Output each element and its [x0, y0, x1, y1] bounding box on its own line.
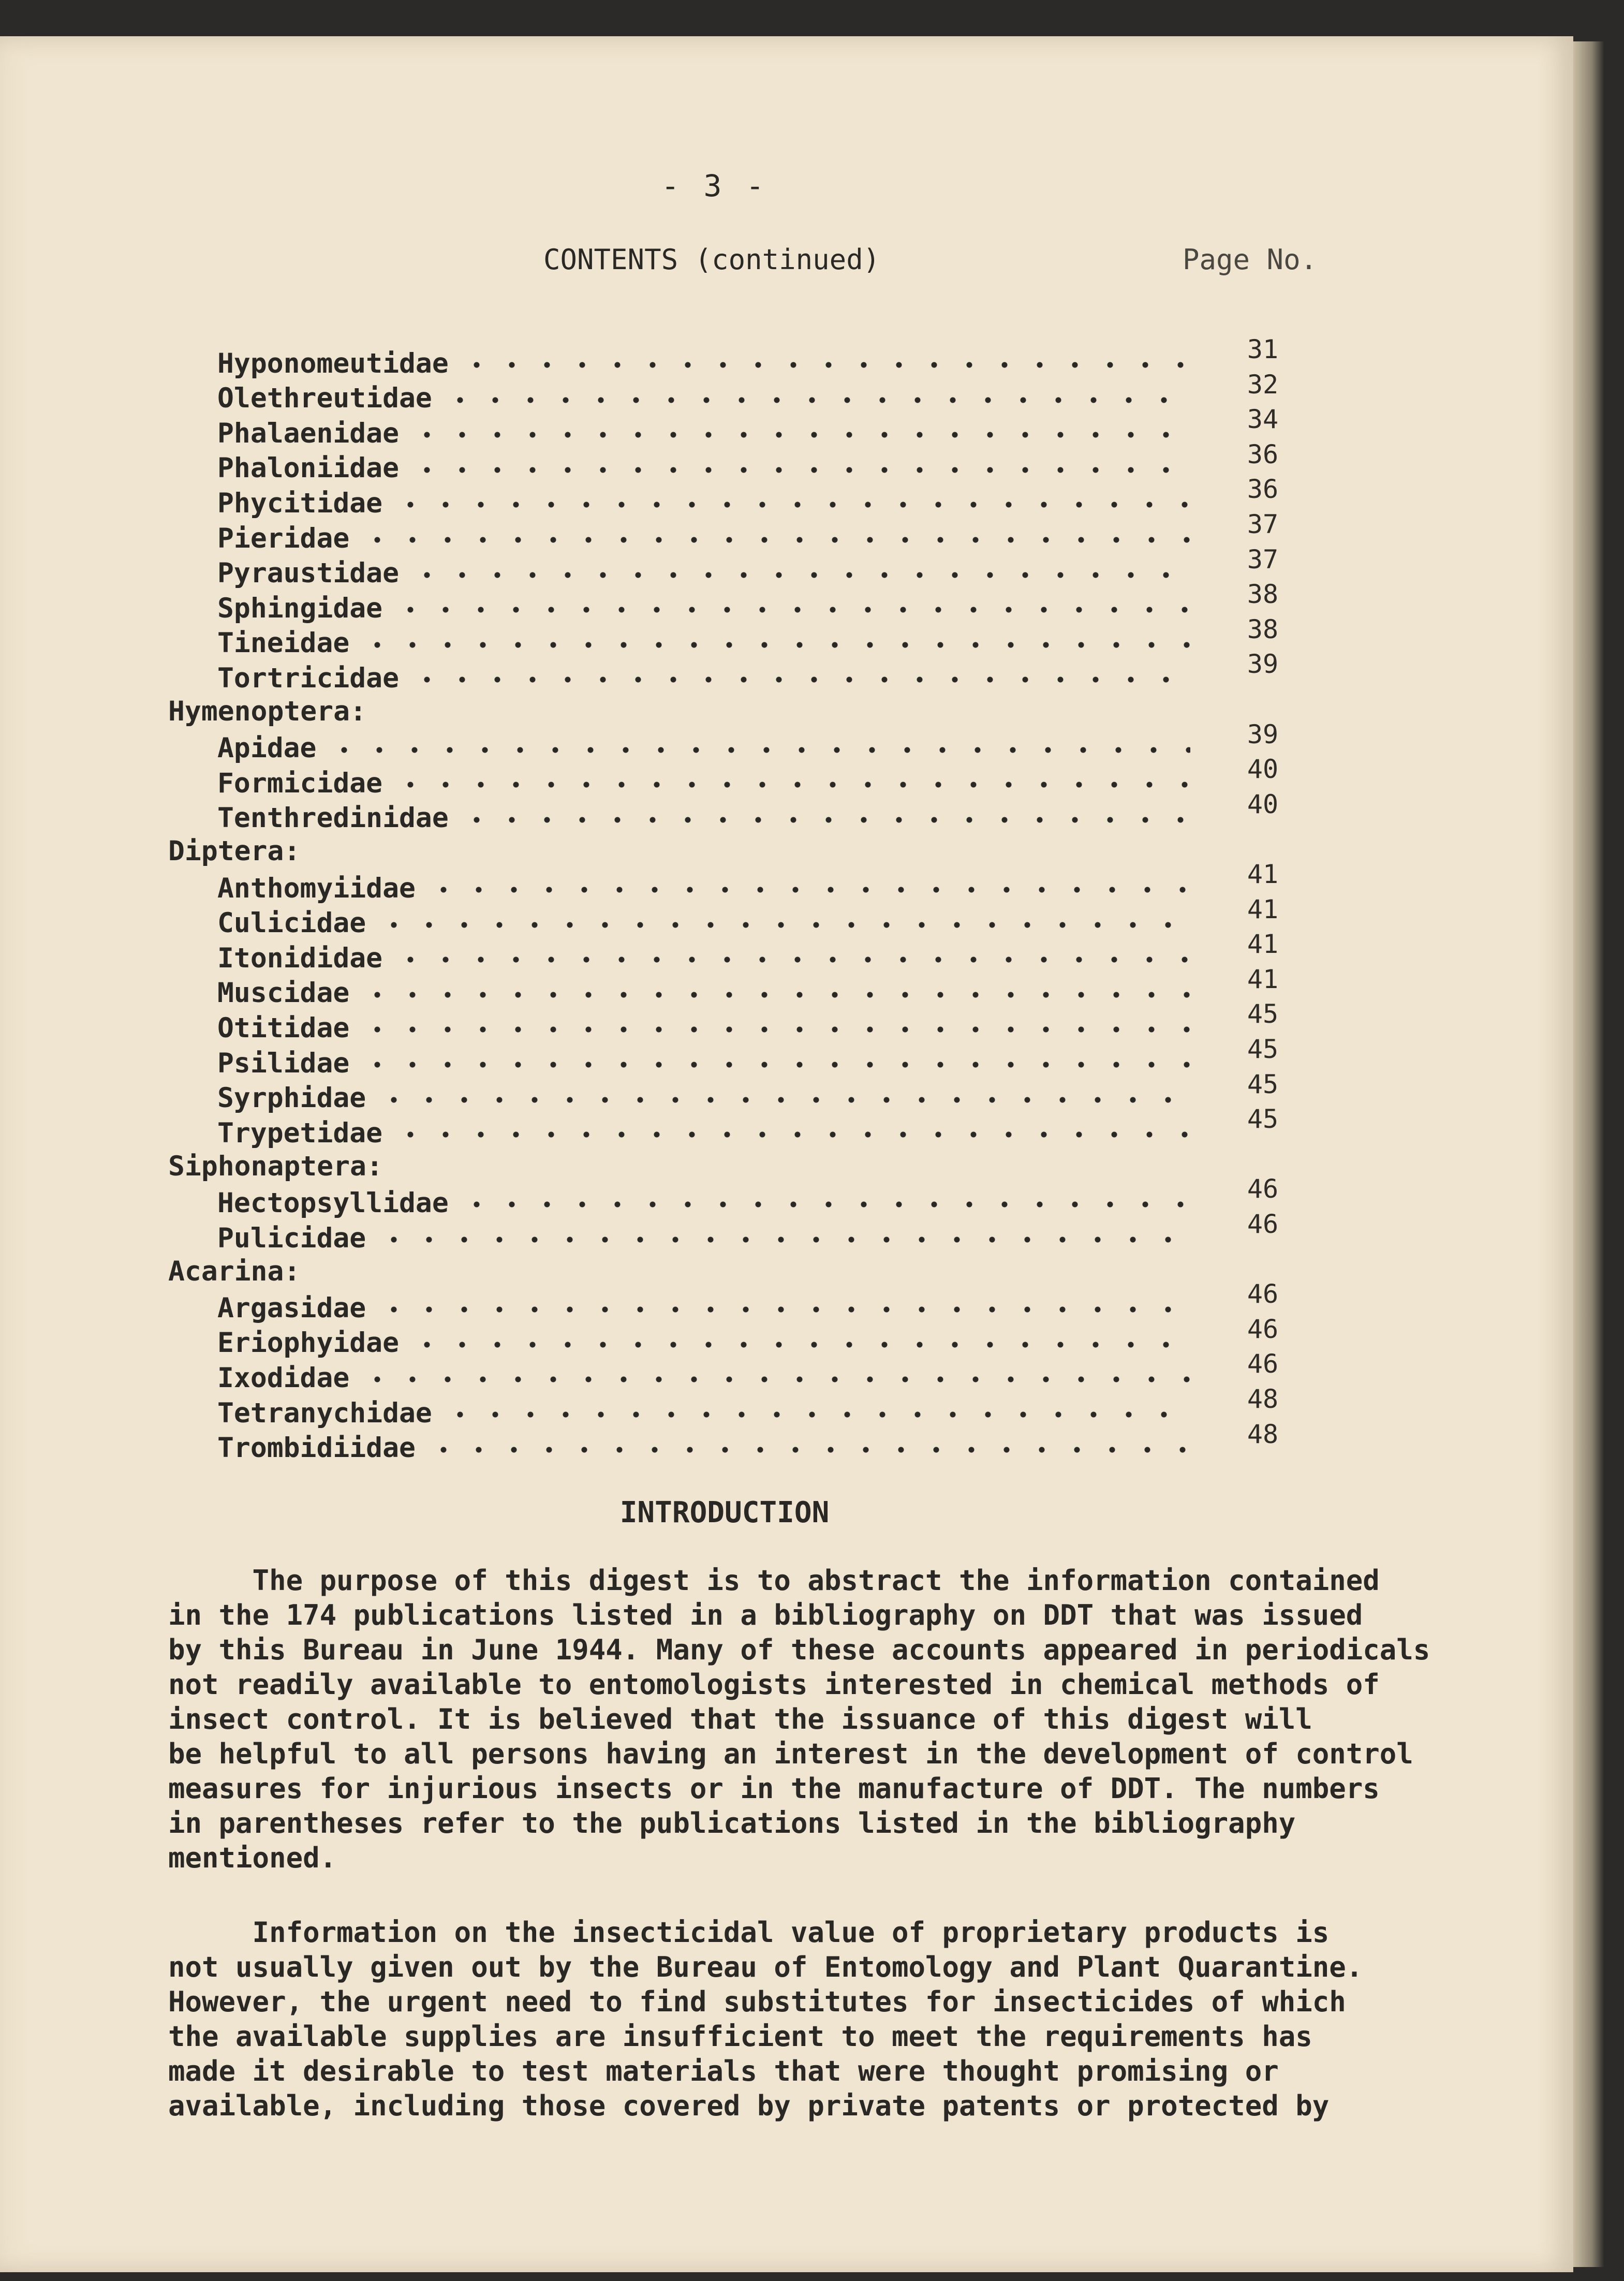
toc-entry	[217, 1081, 1190, 1116]
toc-entry	[217, 1115, 1190, 1151]
toc-dot-leader	[459, 1201, 1190, 1208]
toc-entry	[217, 1010, 1190, 1046]
toc-entry	[217, 521, 1190, 556]
toc-dot-leader	[360, 641, 1190, 649]
toc-dot-leader	[426, 886, 1190, 893]
toc-entry-name: Tineidae	[217, 627, 350, 659]
toc-page-number: 41	[1247, 859, 1279, 889]
toc-dot-leader	[360, 536, 1190, 543]
toc-entry-name: Ixodidae	[217, 1362, 350, 1394]
toc-entry	[217, 1431, 1190, 1466]
toc-page-number: 48	[1247, 1419, 1279, 1449]
toc-page-number: 46	[1247, 1209, 1279, 1239]
toc-dot-leader	[376, 921, 1190, 929]
toc-entry-name: Psilidae	[217, 1047, 350, 1079]
toc-entry-name: Phaloniidae	[217, 452, 399, 484]
toc-entry-name: Pyraustidae	[217, 557, 399, 590]
toc-entry	[217, 451, 1190, 486]
toc-category: Hymenoptera:	[168, 696, 366, 727]
toc-dot-leader	[393, 501, 1190, 508]
toc-entry	[217, 416, 1190, 451]
toc-page-number: 34	[1247, 404, 1279, 435]
toc-dot-leader	[459, 816, 1190, 823]
toc-dot-leader	[409, 571, 1190, 579]
toc-dot-leader	[393, 956, 1190, 963]
toc-entry-name: Argasidae	[217, 1292, 366, 1324]
toc-entry	[217, 731, 1190, 766]
toc-dot-leader	[409, 1341, 1190, 1348]
toc-page-number: 37	[1247, 509, 1279, 539]
toc-entry-name: Eriophyidae	[217, 1327, 399, 1359]
toc-page-number: 46	[1247, 1174, 1279, 1204]
toc-page-number: 36	[1247, 474, 1279, 505]
toc-entry-name: Itonididae	[217, 942, 383, 974]
toc-page-number: 41	[1247, 964, 1279, 994]
toc-page-number: 45	[1247, 1069, 1279, 1099]
toc-dot-leader	[360, 1061, 1190, 1068]
toc-entry	[217, 976, 1190, 1011]
toc-entry-name: Culicidae	[217, 907, 366, 939]
introduction-paragraph-2: Information on the insecticidal value of proprietary products is not usually given out by the Bureau of Entomology and Plant Quarantine. However, the urgent need to find substitutes for insecticides of which the available supplies are insufficient to meet the requirements has made it desirable to test materials that were thought promising or available, including those covered by private patents or protected by	[168, 1916, 1363, 2122]
toc-page-number: 38	[1247, 614, 1279, 644]
toc-entry-name: Tetranychidae	[217, 1397, 432, 1429]
toc-entry	[217, 381, 1190, 416]
introduction-paragraph-1: The purpose of this digest is to abstract the information contained in the 174 publications listed in a bibliography on DDT that was issued by this Bureau in June 1944. Many of these accounts appeared in periodicals not readily available to entomologists interested in chemical methods of insect control. It is believed that the issuance of this digest will be helpful to all persons having an interest in the development of control measures for injurious insects or in the manufacture of DDT. The numbers in parentheses refer to the publications listed in the bibliography mentioned.	[168, 1564, 1430, 1874]
toc-page-number: 31	[1247, 334, 1279, 364]
toc-category: Diptera:	[168, 835, 301, 867]
toc-category: Acarina:	[168, 1255, 301, 1287]
toc-entry-name: Formicidae	[217, 767, 383, 799]
toc-entry-name: Otitidae	[217, 1012, 350, 1044]
toc-dot-leader	[459, 361, 1190, 369]
toc-entry-name: Phycitidae	[217, 487, 383, 519]
toc-dot-leader	[409, 676, 1190, 683]
toc-page-number: 39	[1247, 719, 1279, 749]
toc-dot-leader	[360, 991, 1190, 998]
toc-entry	[217, 766, 1190, 801]
toc-page-number: 40	[1247, 789, 1279, 819]
introduction-heading: INTRODUCTION	[619, 1496, 830, 1529]
toc-entry-name: Phalaenidae	[217, 417, 399, 449]
toc-page-number: 36	[1247, 439, 1279, 469]
toc-entry-name: Syrphidae	[217, 1082, 366, 1114]
toc-entry	[217, 346, 1190, 381]
toc-page-number: 45	[1247, 999, 1279, 1029]
toc-entry-name: Muscidae	[217, 977, 350, 1009]
toc-dot-leader	[393, 781, 1190, 788]
toc-category: Siphonaptera:	[168, 1150, 383, 1182]
toc-entry	[217, 801, 1190, 836]
toc-entry	[217, 1395, 1190, 1431]
toc-page-number: 46	[1247, 1314, 1279, 1344]
toc-dot-leader	[376, 1236, 1190, 1243]
toc-entry	[217, 591, 1190, 626]
toc-entry-name: Hectopsyllidae	[217, 1187, 449, 1219]
toc-page-number: 46	[1247, 1349, 1279, 1379]
toc-entry-name: Tortricidae	[217, 662, 399, 694]
toc-page-number: 40	[1247, 754, 1279, 785]
toc-entry	[217, 626, 1190, 661]
toc-entry	[217, 485, 1190, 521]
toc-entry	[217, 1326, 1190, 1361]
toc-dot-leader	[360, 1026, 1190, 1033]
toc-entry	[217, 1360, 1190, 1395]
toc-page-number: 45	[1247, 1104, 1279, 1135]
toc-entry-name: Apidae	[217, 732, 317, 764]
toc-page-number: 41	[1247, 894, 1279, 924]
toc-dot-leader	[393, 1131, 1190, 1138]
toc-entry	[217, 940, 1190, 976]
toc-entry-name: Trypetidae	[217, 1117, 383, 1149]
toc-entry-name: Sphingidae	[217, 592, 383, 624]
toc-dot-leader	[376, 1306, 1190, 1313]
toc-page-number: 38	[1247, 579, 1279, 610]
toc-entry-name: Anthomyiidae	[217, 872, 416, 904]
toc-entry	[217, 871, 1190, 906]
toc-page-number: 45	[1247, 1034, 1279, 1064]
toc-page-number: 46	[1247, 1279, 1279, 1309]
toc-dot-leader	[442, 396, 1190, 404]
toc-dot-leader	[376, 1096, 1190, 1103]
toc-entry	[217, 660, 1190, 696]
toc-page-number: 37	[1247, 544, 1279, 575]
toc-entry-name: Pulicidae	[217, 1222, 366, 1254]
toc-entry	[217, 1185, 1190, 1220]
toc-dot-leader	[426, 1446, 1190, 1453]
toc-entry-name: Olethreutidae	[217, 382, 432, 415]
contents-heading: CONTENTS (continued)	[543, 243, 880, 276]
toc-entry	[217, 1290, 1190, 1326]
toc-dot-leader	[442, 1411, 1190, 1418]
toc-entry	[217, 906, 1190, 941]
toc-dot-leader	[360, 1376, 1190, 1383]
page-spine-shadow	[1573, 41, 1604, 2267]
toc-page-number: 41	[1247, 929, 1279, 960]
toc-page-number: 32	[1247, 369, 1279, 400]
toc-dot-leader	[409, 431, 1190, 438]
toc-entry-name: Trombidiidae	[217, 1432, 416, 1464]
page-number: - 3 -	[661, 168, 767, 203]
toc-page-number: 48	[1247, 1384, 1279, 1414]
toc-entry-name: Tenthredinidae	[217, 802, 449, 834]
toc-dot-leader	[393, 606, 1190, 613]
toc-page-number: 39	[1247, 649, 1279, 680]
toc-entry-name: Pieridae	[217, 522, 350, 554]
toc-entry	[217, 1046, 1190, 1081]
toc-entry	[217, 556, 1190, 591]
page-no-heading: Page No.	[1183, 243, 1318, 276]
toc-dot-leader	[327, 746, 1190, 754]
toc-entry	[217, 1220, 1190, 1256]
toc-dot-leader	[409, 466, 1190, 474]
toc-entry-name: Hyponomeutidae	[217, 347, 449, 379]
